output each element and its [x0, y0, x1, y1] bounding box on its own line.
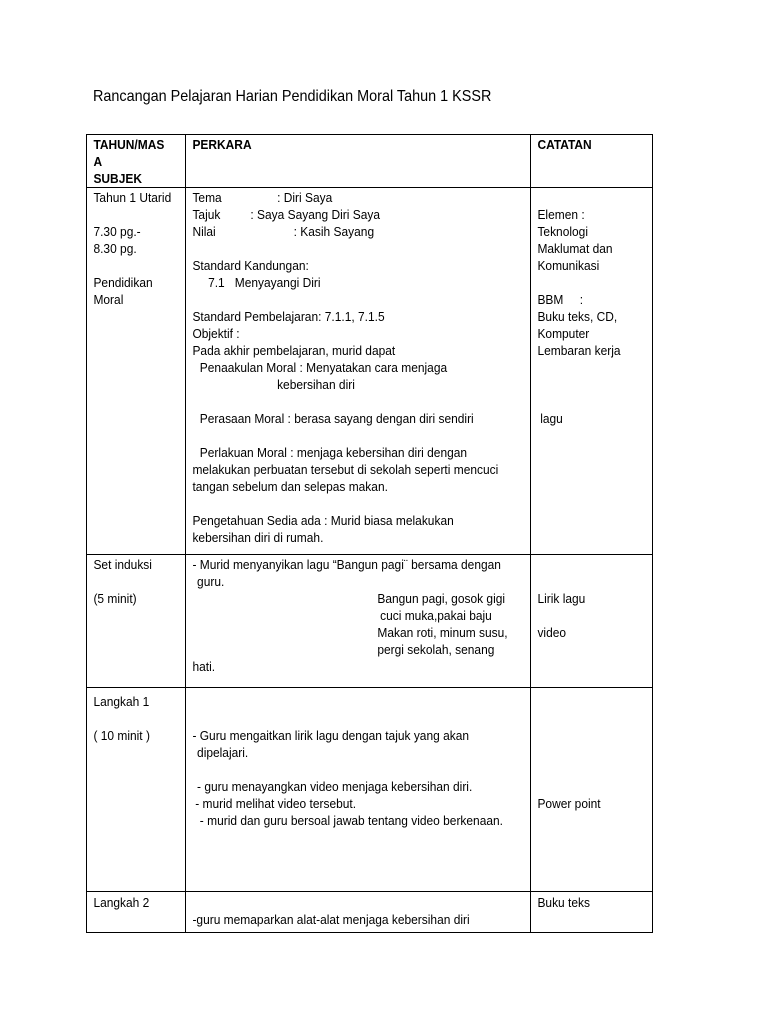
penaakulan-line1: Penaakulan Moral : Menyatakan cara menjaga	[199, 360, 448, 375]
bbm-line2: Komputer	[537, 326, 590, 341]
perlakuan-line1: Perlakuan Moral : menjaga kebersihan diri dengan	[199, 445, 468, 460]
bbm-line3: Lembaran kerja	[537, 343, 621, 358]
set-perkara-cell	[186, 555, 531, 688]
set-induksi-duration: (5 minit)	[93, 591, 137, 606]
pengetahuan-line2: kebersihan diri di rumah.	[192, 530, 324, 545]
buku-teks-note: Buku teks	[537, 895, 590, 910]
header-catatan: CATATAN	[537, 137, 592, 152]
l1-line5: - murid dan guru bersoal jawab tentang video berkenaan.	[199, 813, 503, 828]
bbm-label-line	[537, 291, 635, 308]
l1-line1: - Guru mengaitkan lirik lagu dengan tajuk yang akan	[192, 728, 470, 743]
tema-value: : Diri Saya	[277, 190, 333, 205]
nilai-value: : Kasih Sayang	[293, 224, 375, 239]
penaakulan-line2: kebersihan diri	[277, 377, 355, 392]
set-intro-line2: guru.	[197, 574, 225, 589]
perlakuan-line3: tangan sebelum dan selepas makan.	[192, 479, 388, 494]
class-name: Tahun 1 Utarid	[93, 190, 172, 205]
l1-line2: dipelajari.	[197, 745, 249, 760]
header-perkara: PERKARA	[192, 137, 252, 152]
page-title: Rancangan Pelajaran Harian Pendidikan Moral Tahun 1 KSSR	[93, 88, 492, 105]
subject-line2: Moral	[93, 292, 124, 307]
header-subjek: SUBJEK	[93, 171, 142, 186]
set-col1-cell	[87, 555, 186, 688]
standard-pembelajaran: Standard Pembelajaran: 7.1.1, 7.1.5	[192, 309, 385, 324]
set-induksi-label: Set induksi	[93, 557, 152, 572]
l1-col1-cell	[87, 688, 186, 892]
elemen-line1: Teknologi	[537, 224, 588, 239]
l2-col1-cell	[87, 892, 186, 933]
table-row-main	[87, 188, 653, 555]
lyric-line3: Makan roti, minum susu,	[377, 625, 508, 640]
power-point-note: Power point	[537, 796, 601, 811]
header-cell-tahun	[87, 135, 186, 188]
objektif-intro: Pada akhir pembelajaran, murid dapat	[192, 343, 396, 358]
lyric-line4: pergi sekolah, senang	[377, 642, 495, 657]
main-perkara-cell	[186, 188, 531, 555]
langkah1-label: Langkah 1	[93, 694, 150, 709]
l2-perkara-cell	[186, 892, 531, 933]
tema-line	[192, 189, 496, 206]
header-tahun-line1: TAHUN/MAS	[93, 137, 165, 152]
main-catatan-cell	[531, 188, 653, 555]
l1-line3: - guru menayangkan video menjaga kebersihan diri.	[197, 779, 473, 794]
elemen-line3: Komunikasi	[537, 258, 600, 273]
header-tahun-line2: A	[93, 154, 103, 169]
l1-catatan-cell	[531, 688, 653, 892]
header-cell-perkara	[186, 135, 531, 188]
tajuk-label: Tajuk	[192, 207, 221, 222]
l1-perkara-cell	[186, 688, 531, 892]
sk-number: 7.1	[208, 275, 225, 290]
lagu-note: lagu	[540, 411, 563, 426]
video-note: video	[537, 625, 567, 640]
sk-text: Menyayangi Diri	[234, 275, 321, 290]
standard-kandungan: Standard Kandungan:	[192, 258, 309, 273]
langkah1-duration: ( 10 minit )	[93, 728, 150, 743]
nilai-line	[192, 223, 496, 240]
header-cell-catatan	[531, 135, 653, 188]
table-header-row	[87, 135, 653, 188]
subject-line1: Pendidikan	[93, 275, 153, 290]
bbm-colon: :	[579, 292, 584, 307]
tajuk-value: : Saya Sayang Diri Saya	[250, 207, 381, 222]
nilai-label: Nilai	[192, 224, 216, 239]
table-row-set-induksi	[87, 555, 653, 688]
perasaan-moral: Perasaan Moral : berasa sayang dengan diri sendiri	[199, 411, 474, 426]
set-last-line: hati.	[192, 659, 216, 674]
table-row-langkah-1	[87, 688, 653, 892]
lyric-line1: Bangun pagi, gosok gigi	[377, 591, 506, 606]
bbm-label: BBM	[537, 292, 564, 307]
tajuk-line	[192, 206, 496, 223]
bbm-line1: Buku teks, CD,	[537, 309, 618, 324]
tema-label: Tema	[192, 190, 222, 205]
set-catatan-cell	[531, 555, 653, 688]
l1-line4: - murid melihat video tersebut.	[195, 796, 357, 811]
l2-line1: -guru memaparkan alat-alat menjaga kebersihan diri	[192, 912, 470, 927]
l2-catatan-cell	[531, 892, 653, 933]
langkah2-label: Langkah 2	[93, 895, 150, 910]
objektif-label: Objektif :	[192, 326, 240, 341]
lesson-plan-table	[86, 134, 653, 933]
sk-item	[192, 274, 496, 291]
lyric-line2: cuci muka,pakai baju	[380, 608, 492, 623]
pengetahuan-line1: Pengetahuan Sedia ada : Murid biasa melakukan	[192, 513, 454, 528]
elemen-label: Elemen :	[537, 207, 585, 222]
table-row-langkah-2	[87, 892, 653, 933]
elemen-line2: Maklumat dan	[537, 241, 613, 256]
perlakuan-line2: melakukan perbuatan tersebut di sekolah seperti mencuci	[192, 462, 499, 477]
main-col1-cell	[87, 188, 186, 555]
lirik-lagu-note: Lirik lagu	[537, 591, 586, 606]
set-intro-line1: - Murid menyanyikan lagu “Bangun pagi¨ bersama dengan	[192, 557, 501, 572]
time-end: 8.30 pg.	[93, 241, 137, 256]
time-start: 7.30 pg.-	[93, 224, 141, 239]
